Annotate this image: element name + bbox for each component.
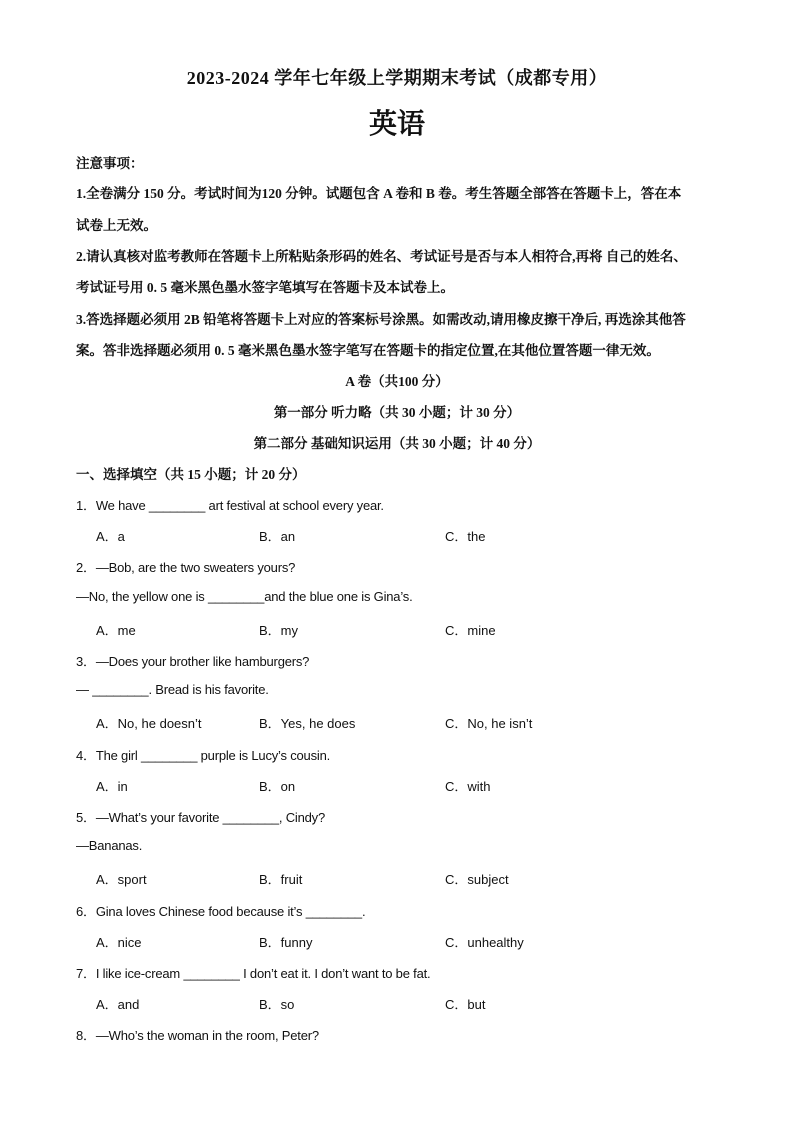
q6-option-c: C．unhealthy <box>445 935 524 950</box>
q6-option-b: B．funny <box>259 935 313 950</box>
q4-option-a: A．in <box>96 779 128 794</box>
q5-option-c: C．subject <box>445 872 509 887</box>
notice-item-2: 2.请认真核对监考教师在答题卡上所粘贴条形码的姓名、考试证号是否与本人相符合,再将 自己的姓名、 <box>76 249 687 264</box>
question-6: 6．Gina loves Chinese food because it’s ________. <box>76 904 366 919</box>
question-2: 2．—Bob, are the two sweaters yours? <box>76 560 296 575</box>
q5-option-b: B．fruit <box>259 872 303 887</box>
notice-item-2-cont: 考试证号用 0. 5 毫米黑色墨水签字笔填写在答题卡及本试卷上。 <box>76 280 454 295</box>
paper-a-heading: A 卷（共100 分） <box>345 374 449 389</box>
q7-option-b: B．so <box>259 997 295 1012</box>
question-5-reply: —Bananas. <box>76 838 143 853</box>
q1-option-b: B．an <box>259 529 296 544</box>
q1-option-c: C．the <box>445 529 486 544</box>
notice-item-3-cont: 案。答非选择题必须用 0. 5 毫米黑色墨水签字笔写在答题卡的指定位置,在其他位置答题一律无效。 <box>76 343 660 358</box>
subject-title: 英语 <box>368 109 425 140</box>
q7-option-c: C．but <box>445 997 486 1012</box>
q2-option-b: B．my <box>259 623 299 638</box>
q2-option-c: C．mine <box>445 623 496 638</box>
notice-item-1-cont: 试卷上无效。 <box>76 218 157 233</box>
question-1: 1．We have ________ art festival at school every year. <box>76 498 384 513</box>
q7-option-a: A．and <box>96 997 140 1012</box>
q5-option-a: A．sport <box>96 872 147 887</box>
exam-title: 2023-2024 学年七年级上学期期末考试（成都专用） <box>186 68 608 88</box>
question-2-reply: —No, the yellow one is ________and the blue one is Gina’s. <box>76 589 413 604</box>
q3-option-b: B．Yes, he does <box>259 716 356 731</box>
question-4: 4．The girl ________ purple is Lucy’s cousin. <box>76 748 331 763</box>
q2-option-a: A．me <box>96 623 136 638</box>
q3-option-c: C．No, he isn’t <box>445 716 533 731</box>
q4-option-b: B．on <box>259 779 296 794</box>
question-3: 3．—Does your brother like hamburgers? <box>76 654 310 669</box>
part-1-heading: 第一部分 听力略（共 30 小题；计 30 分） <box>273 405 521 420</box>
question-3-reply: — ________. Bread is his favorite. <box>76 682 269 697</box>
notice-heading: 注意事项： <box>76 156 144 171</box>
q6-option-a: A．nice <box>96 935 142 950</box>
q3-option-a: A．No, he doesn’t <box>96 716 202 731</box>
notice-item-1: 1.全卷满分 150 分。考试时间为120 分钟。试题包含 A 卷和 B 卷。考生答题全部答在答题卡上，答在本 <box>76 186 682 201</box>
q4-option-c: C．with <box>445 779 491 794</box>
subsection-heading: 一、选择填空（共 15 小题；计 20 分） <box>76 467 306 482</box>
q1-option-a: A．a <box>96 529 125 544</box>
notice-item-3: 3.答选择题必须用 2B 铅笔将答题卡上对应的答案标号涂黑。如需改动,请用橡皮擦干净后, 再选涂其他答 <box>76 312 686 327</box>
question-7: 7．I like ice-cream ________ I don’t eat it. I don’t want to be fat. <box>76 966 431 981</box>
question-8: 8．—Who’s the woman in the room, Peter? <box>76 1028 319 1043</box>
question-5: 5．—What’s your favorite ________, Cindy? <box>76 810 326 825</box>
part-2-heading: 第二部分 基础知识运用（共 30 小题；计 40 分） <box>253 436 541 451</box>
